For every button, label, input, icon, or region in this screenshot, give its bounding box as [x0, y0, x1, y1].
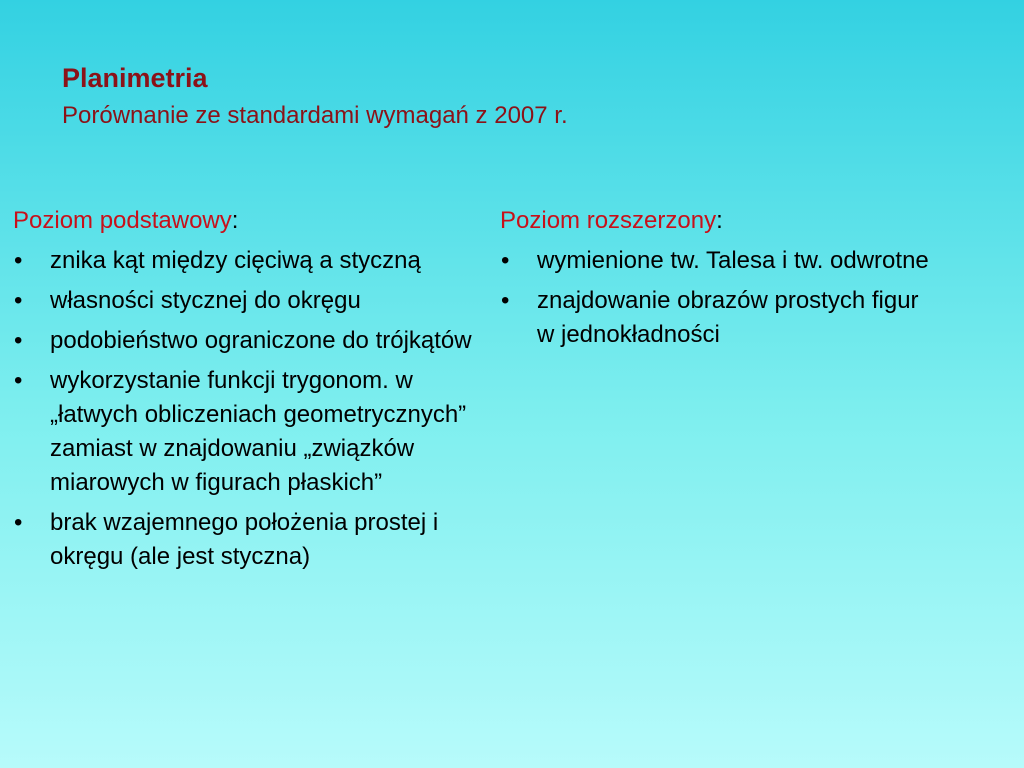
left-column-heading [13, 204, 498, 238]
list-item [13, 324, 498, 358]
left-heading-label: Poziom podstawowy [13, 207, 232, 234]
list-item [13, 244, 498, 278]
bullet-icon: • [14, 287, 23, 314]
bullet-icon: • [14, 367, 23, 394]
left-bullet-list [13, 244, 498, 574]
list-item-text: wykorzystanie funkcji trygonom. w „łatwych obliczeniach geometrycznych” zamiast w znajdowaniu „związków miarowych w figurach płaskich” [50, 367, 467, 496]
right-heading-label: Poziom rozszerzony [500, 207, 717, 234]
left-heading-colon: : [231, 207, 239, 234]
bullet-icon: • [501, 287, 510, 314]
bullet-icon: • [501, 247, 510, 274]
left-column [13, 204, 498, 580]
list-item-text: wymienione tw. Talesa i tw. odwrotne [537, 247, 929, 274]
list-item-text: znika kąt między cięciwą a styczną [50, 247, 421, 274]
right-heading-colon: : [716, 207, 723, 234]
right-column [500, 204, 940, 358]
list-item [500, 244, 940, 278]
list-item [13, 506, 498, 574]
bullet-icon: • [14, 509, 23, 536]
slide-title: Planimetria [62, 63, 208, 93]
bullet-icon: • [14, 327, 23, 354]
right-column-heading [500, 204, 940, 238]
list-item [500, 284, 940, 352]
list-item-text: brak wzajemnego położenia prostej i okręgu (ale jest styczna) [50, 509, 439, 570]
right-bullet-list [500, 244, 940, 352]
bullet-icon: • [14, 247, 23, 274]
list-item [13, 284, 498, 318]
list-item-text: podobieństwo ograniczone do trójkątów [50, 327, 472, 354]
slide-subtitle: Porównanie ze standardami wymagań z 2007 r. [62, 102, 568, 129]
list-item-text: znajdowanie obrazów prostych figur w jednokładności [537, 287, 919, 348]
list-item-text: własności stycznej do okręgu [50, 287, 361, 314]
list-item [13, 364, 498, 500]
